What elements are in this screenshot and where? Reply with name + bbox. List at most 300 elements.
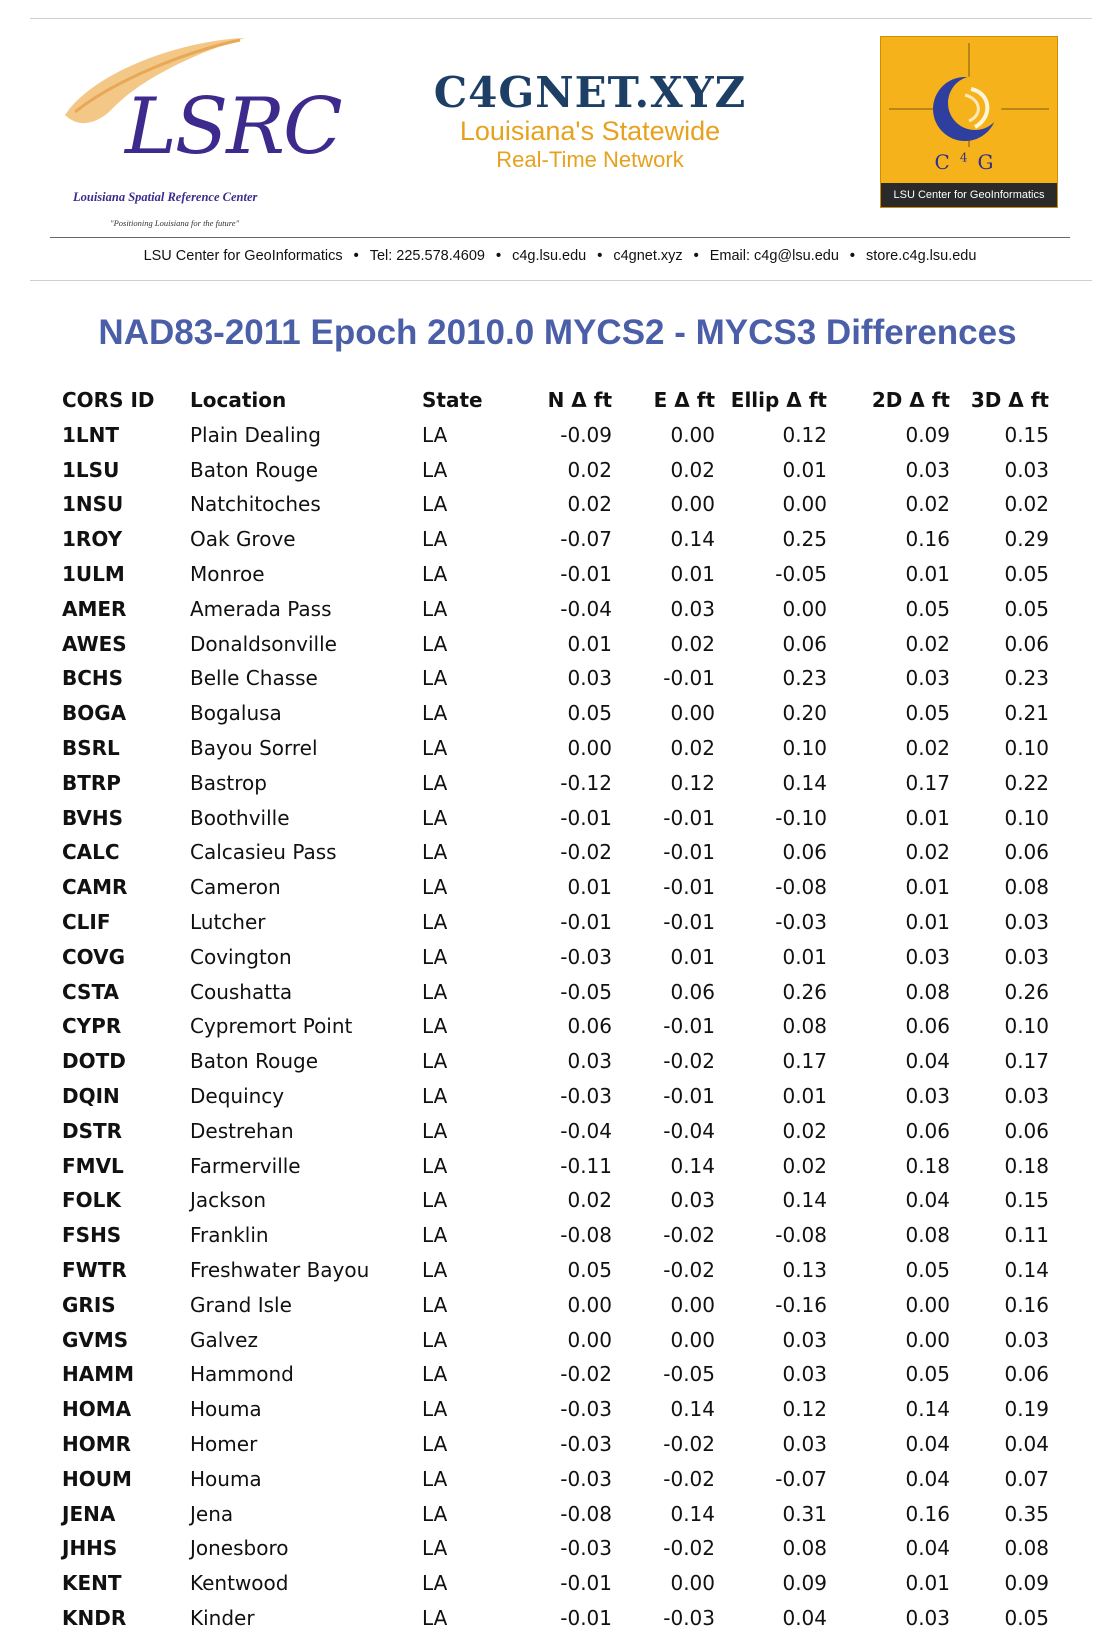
cell-state: LA bbox=[422, 701, 448, 726]
cell-e-delta: -0.02 bbox=[663, 1431, 715, 1456]
cell-ellip-delta: 0.14 bbox=[782, 1188, 827, 1213]
cell-state: LA bbox=[422, 1536, 448, 1561]
cell-state: LA bbox=[422, 1153, 448, 1178]
cell-state: LA bbox=[422, 1501, 448, 1526]
cell-3d-delta: 0.04 bbox=[1004, 1431, 1049, 1456]
cell-state: LA bbox=[422, 457, 448, 482]
cell-n-delta: -0.07 bbox=[560, 527, 612, 552]
cell-3d-delta: 0.06 bbox=[1004, 1362, 1049, 1387]
cell-2d-delta: 0.01 bbox=[905, 875, 950, 900]
cell-cors-id: HAMM bbox=[62, 1362, 135, 1387]
col-header-2d-delta: 2D Δ ft bbox=[871, 388, 950, 412]
cell-n-delta: -0.02 bbox=[560, 840, 612, 865]
cell-e-delta: 0.01 bbox=[670, 944, 715, 969]
cell-cors-id: BCHS bbox=[62, 666, 124, 691]
cell-2d-delta: 0.03 bbox=[905, 457, 950, 482]
table-row bbox=[62, 1462, 1049, 1497]
header-divider bbox=[50, 237, 1070, 238]
cell-cors-id: GRIS bbox=[62, 1292, 116, 1317]
cell-2d-delta: 0.01 bbox=[905, 805, 950, 830]
cell-cors-id: FMVL bbox=[62, 1153, 124, 1178]
cell-2d-delta: 0.16 bbox=[905, 527, 950, 552]
table-row bbox=[62, 1253, 1049, 1288]
cell-state: LA bbox=[422, 1049, 448, 1074]
cell-ellip-delta: -0.16 bbox=[775, 1292, 827, 1317]
cell-n-delta: -0.01 bbox=[560, 1605, 612, 1630]
cell-2d-delta: 0.04 bbox=[905, 1536, 950, 1561]
lsrc-full-name: Louisiana Spatial Reference Center bbox=[73, 190, 258, 204]
table-row bbox=[62, 487, 1049, 522]
table-row bbox=[62, 870, 1049, 905]
cell-n-delta: -0.01 bbox=[560, 561, 612, 586]
cell-e-delta: 0.02 bbox=[670, 735, 715, 760]
table-row bbox=[62, 731, 1049, 766]
cell-2d-delta: 0.03 bbox=[905, 1083, 950, 1108]
top-divider bbox=[30, 18, 1092, 19]
cell-e-delta: -0.02 bbox=[663, 1049, 715, 1074]
cell-ellip-delta: 0.00 bbox=[782, 596, 827, 621]
cell-e-delta: -0.02 bbox=[663, 1466, 715, 1491]
col-header-ellip-delta: Ellip Δ ft bbox=[730, 388, 827, 412]
differences-table bbox=[62, 383, 1049, 1636]
contact-email[interactable]: Email: c4g@lsu.edu bbox=[709, 248, 839, 264]
cell-2d-delta: 0.02 bbox=[905, 735, 950, 760]
cell-e-delta: 0.02 bbox=[670, 457, 715, 482]
cell-location: Galvez bbox=[190, 1327, 258, 1352]
cell-e-delta: 0.01 bbox=[670, 561, 715, 586]
cell-ellip-delta: 0.01 bbox=[782, 1083, 827, 1108]
table-row bbox=[62, 1357, 1049, 1392]
cell-cors-id: HOMR bbox=[62, 1431, 132, 1456]
cell-e-delta: 0.03 bbox=[670, 1188, 715, 1213]
cell-cors-id: 1ROY bbox=[62, 527, 123, 552]
contact-website-c4g[interactable]: c4g.lsu.edu bbox=[512, 248, 587, 264]
col-header-cors-id: CORS ID bbox=[62, 388, 155, 412]
cell-2d-delta: 0.01 bbox=[905, 909, 950, 934]
cell-location: Calcasieu Pass bbox=[190, 840, 337, 865]
cell-ellip-delta: 0.23 bbox=[782, 666, 827, 691]
cell-3d-delta: 0.07 bbox=[1004, 1466, 1049, 1491]
cell-e-delta: 0.00 bbox=[670, 1327, 715, 1352]
cell-location: Baton Rouge bbox=[190, 457, 318, 482]
cell-location: Monroe bbox=[190, 561, 265, 586]
cell-e-delta: -0.03 bbox=[663, 1605, 715, 1630]
cell-3d-delta: 0.35 bbox=[1004, 1501, 1049, 1526]
cell-state: LA bbox=[422, 944, 448, 969]
col-header-state: State bbox=[422, 388, 483, 412]
cell-n-delta: -0.09 bbox=[560, 422, 612, 447]
c4g-letters bbox=[881, 150, 1057, 174]
table-row bbox=[62, 592, 1049, 627]
cell-state: LA bbox=[422, 561, 448, 586]
cell-location: Destrehan bbox=[190, 1118, 294, 1143]
cell-location: Natchitoches bbox=[190, 492, 321, 517]
cell-3d-delta: 0.29 bbox=[1004, 527, 1049, 552]
cell-n-delta: 0.02 bbox=[567, 1188, 612, 1213]
cell-ellip-delta: 0.25 bbox=[782, 527, 827, 552]
cell-2d-delta: 0.18 bbox=[905, 1153, 950, 1178]
cell-n-delta: 0.00 bbox=[567, 1327, 612, 1352]
cell-location: Farmerville bbox=[190, 1153, 301, 1178]
cell-ellip-delta: 0.03 bbox=[782, 1362, 827, 1387]
cell-cors-id: CLIF bbox=[62, 909, 111, 934]
cell-2d-delta: 0.00 bbox=[905, 1292, 950, 1317]
cell-e-delta: -0.05 bbox=[663, 1362, 715, 1387]
cell-2d-delta: 0.01 bbox=[905, 561, 950, 586]
cell-n-delta: 0.06 bbox=[567, 1014, 612, 1039]
lsrc-logo bbox=[55, 30, 341, 228]
cell-ellip-delta: 0.10 bbox=[782, 735, 827, 760]
cell-e-delta: 0.00 bbox=[670, 701, 715, 726]
cell-location: Bastrop bbox=[190, 770, 267, 795]
cell-cors-id: CAMR bbox=[62, 875, 128, 900]
cell-2d-delta: 0.08 bbox=[905, 1223, 950, 1248]
table-row bbox=[62, 1114, 1049, 1149]
cell-state: LA bbox=[422, 805, 448, 830]
table-row bbox=[62, 627, 1049, 662]
cell-cors-id: AWES bbox=[62, 631, 127, 656]
cell-n-delta: -0.08 bbox=[560, 1223, 612, 1248]
cell-location: Dequincy bbox=[190, 1083, 285, 1108]
separator-dot: • bbox=[693, 248, 699, 264]
cell-location: Houma bbox=[190, 1466, 262, 1491]
cell-2d-delta: 0.02 bbox=[905, 840, 950, 865]
cell-2d-delta: 0.04 bbox=[905, 1049, 950, 1074]
cell-ellip-delta: -0.08 bbox=[775, 875, 827, 900]
cell-ellip-delta: 0.08 bbox=[782, 1536, 827, 1561]
cell-3d-delta: 0.06 bbox=[1004, 840, 1049, 865]
cell-2d-delta: 0.06 bbox=[905, 1118, 950, 1143]
table-row bbox=[62, 696, 1049, 731]
cell-e-delta: -0.02 bbox=[663, 1536, 715, 1561]
cell-ellip-delta: 0.31 bbox=[782, 1501, 827, 1526]
cell-3d-delta: 0.22 bbox=[1004, 770, 1049, 795]
cell-e-delta: 0.00 bbox=[670, 1571, 715, 1596]
cell-2d-delta: 0.09 bbox=[905, 422, 950, 447]
cell-cors-id: FOLK bbox=[62, 1188, 121, 1213]
contact-org: LSU Center for GeoInformatics bbox=[143, 248, 343, 264]
table-row bbox=[62, 975, 1049, 1010]
cell-3d-delta: 0.16 bbox=[1004, 1292, 1049, 1317]
cell-cors-id: KENT bbox=[62, 1571, 122, 1596]
cell-location: Amerada Pass bbox=[190, 596, 332, 621]
contact-line bbox=[50, 248, 1070, 264]
cell-3d-delta: 0.03 bbox=[1004, 909, 1049, 934]
cell-3d-delta: 0.08 bbox=[1004, 875, 1049, 900]
table-row bbox=[62, 522, 1049, 557]
cell-cors-id: BOGA bbox=[62, 701, 127, 726]
table-row bbox=[62, 453, 1049, 488]
cell-3d-delta: 0.03 bbox=[1004, 1327, 1049, 1352]
cell-cors-id: 1LSU bbox=[62, 457, 120, 482]
cell-3d-delta: 0.05 bbox=[1004, 561, 1049, 586]
cell-cors-id: JHHS bbox=[62, 1536, 118, 1561]
cell-e-delta: -0.01 bbox=[663, 805, 715, 830]
cell-state: LA bbox=[422, 735, 448, 760]
cell-location: Jackson bbox=[190, 1188, 267, 1213]
separator-dot: • bbox=[353, 248, 359, 264]
cell-location: Bayou Sorrel bbox=[190, 735, 318, 760]
lsrc-tagline: "Positioning Louisiana for the future" bbox=[110, 218, 240, 228]
cell-state: LA bbox=[422, 596, 448, 621]
cell-2d-delta: 0.04 bbox=[905, 1466, 950, 1491]
c4g-caption: LSU Center for GeoInformatics bbox=[881, 183, 1057, 207]
cell-2d-delta: 0.02 bbox=[905, 492, 950, 517]
cell-location: Boothville bbox=[190, 805, 290, 830]
contact-store[interactable]: store.c4g.lsu.edu bbox=[865, 248, 977, 264]
cell-cors-id: FSHS bbox=[62, 1223, 122, 1248]
cell-e-delta: 0.02 bbox=[670, 631, 715, 656]
cell-3d-delta: 0.08 bbox=[1004, 1536, 1049, 1561]
cell-location: Homer bbox=[190, 1431, 258, 1456]
cell-e-delta: 0.12 bbox=[670, 770, 715, 795]
cell-state: LA bbox=[422, 1431, 448, 1456]
cell-ellip-delta: 0.12 bbox=[782, 1397, 827, 1422]
cell-3d-delta: 0.15 bbox=[1004, 422, 1049, 447]
cell-location: Plain Dealing bbox=[190, 422, 321, 447]
cell-n-delta: -0.05 bbox=[560, 979, 612, 1004]
cell-e-delta: -0.01 bbox=[663, 875, 715, 900]
cell-2d-delta: 0.00 bbox=[905, 1327, 950, 1352]
cell-3d-delta: 0.10 bbox=[1004, 805, 1049, 830]
cell-location: Donaldsonville bbox=[190, 631, 337, 656]
cell-cors-id: BSRL bbox=[62, 735, 120, 760]
table-row bbox=[62, 1531, 1049, 1566]
cell-n-delta: -0.01 bbox=[560, 1571, 612, 1596]
table-row bbox=[62, 661, 1049, 696]
cell-location: Kentwood bbox=[190, 1571, 289, 1596]
cell-location: Belle Chasse bbox=[190, 666, 318, 691]
cell-state: LA bbox=[422, 979, 448, 1004]
cell-e-delta: -0.02 bbox=[663, 1257, 715, 1282]
cell-state: LA bbox=[422, 1223, 448, 1248]
cell-ellip-delta: 0.06 bbox=[782, 840, 827, 865]
cell-3d-delta: 0.03 bbox=[1004, 1083, 1049, 1108]
cell-2d-delta: 0.02 bbox=[905, 631, 950, 656]
table-row bbox=[62, 418, 1049, 453]
cell-cors-id: 1NSU bbox=[62, 492, 124, 517]
cell-3d-delta: 0.21 bbox=[1004, 701, 1049, 726]
table-row bbox=[62, 1323, 1049, 1358]
cell-n-delta: -0.12 bbox=[560, 770, 612, 795]
cell-cors-id: CALC bbox=[62, 840, 120, 865]
cell-ellip-delta: -0.08 bbox=[775, 1223, 827, 1248]
cell-state: LA bbox=[422, 1014, 448, 1039]
cell-n-delta: 0.02 bbox=[567, 492, 612, 517]
cell-2d-delta: 0.06 bbox=[905, 1014, 950, 1039]
table-row bbox=[62, 766, 1049, 801]
cell-ellip-delta: 0.03 bbox=[782, 1327, 827, 1352]
cell-state: LA bbox=[422, 1327, 448, 1352]
cell-location: Franklin bbox=[190, 1223, 269, 1248]
cell-n-delta: 0.03 bbox=[567, 666, 612, 691]
brand-subtitle-2: Real-Time Network bbox=[496, 147, 684, 172]
cell-e-delta: 0.14 bbox=[670, 1397, 715, 1422]
cell-cors-id: DOTD bbox=[62, 1049, 126, 1074]
cell-state: LA bbox=[422, 1571, 448, 1596]
cell-n-delta: -0.02 bbox=[560, 1362, 612, 1387]
cell-n-delta: -0.01 bbox=[560, 909, 612, 934]
cell-2d-delta: 0.03 bbox=[905, 944, 950, 969]
cell-cors-id: COVG bbox=[62, 944, 126, 969]
cell-e-delta: 0.14 bbox=[670, 527, 715, 552]
cell-e-delta: -0.01 bbox=[663, 840, 715, 865]
table-row bbox=[62, 1218, 1049, 1253]
cell-2d-delta: 0.14 bbox=[905, 1397, 950, 1422]
c4gnet-brand bbox=[390, 70, 790, 173]
cell-e-delta: -0.01 bbox=[663, 1083, 715, 1108]
separator-dot: • bbox=[849, 248, 855, 264]
cell-cors-id: DQIN bbox=[62, 1083, 120, 1108]
cell-state: LA bbox=[422, 422, 448, 447]
cell-cors-id: CYPR bbox=[62, 1014, 122, 1039]
cell-location: Cameron bbox=[190, 875, 281, 900]
contact-phone: Tel: 225.578.4609 bbox=[369, 248, 485, 264]
cell-ellip-delta: 0.01 bbox=[782, 944, 827, 969]
table-row bbox=[62, 1566, 1049, 1601]
cell-ellip-delta: 0.03 bbox=[782, 1431, 827, 1456]
cell-n-delta: 0.01 bbox=[567, 875, 612, 900]
cell-3d-delta: 0.05 bbox=[1004, 1605, 1049, 1630]
cell-state: LA bbox=[422, 1083, 448, 1108]
cell-e-delta: 0.03 bbox=[670, 596, 715, 621]
cell-location: Cypremort Point bbox=[190, 1014, 353, 1039]
document-title: NAD83-2011 Epoch 2010.0 MYCS2 - MYCS3 Differences bbox=[98, 313, 1017, 352]
cell-ellip-delta: 0.13 bbox=[782, 1257, 827, 1282]
cell-ellip-delta: 0.01 bbox=[782, 457, 827, 482]
cell-cors-id: 1LNT bbox=[62, 422, 120, 447]
cell-3d-delta: 0.10 bbox=[1004, 735, 1049, 760]
cell-state: LA bbox=[422, 1292, 448, 1317]
cell-n-delta: 0.00 bbox=[567, 735, 612, 760]
col-header-location: Location bbox=[190, 388, 287, 412]
cell-2d-delta: 0.03 bbox=[905, 1605, 950, 1630]
cell-cors-id: AMER bbox=[62, 596, 127, 621]
col-header-e-delta: E Δ ft bbox=[653, 388, 715, 412]
cell-cors-id: FWTR bbox=[62, 1257, 127, 1282]
cell-state: LA bbox=[422, 840, 448, 865]
cell-ellip-delta: 0.12 bbox=[782, 422, 827, 447]
cell-ellip-delta: 0.14 bbox=[782, 770, 827, 795]
cell-3d-delta: 0.23 bbox=[1004, 666, 1049, 691]
cell-location: Jena bbox=[190, 1501, 234, 1526]
cell-state: LA bbox=[422, 1397, 448, 1422]
cell-3d-delta: 0.11 bbox=[1004, 1223, 1049, 1248]
cell-2d-delta: 0.08 bbox=[905, 979, 950, 1004]
cell-n-delta: 0.03 bbox=[567, 1049, 612, 1074]
cell-2d-delta: 0.05 bbox=[905, 596, 950, 621]
cell-e-delta: 0.06 bbox=[670, 979, 715, 1004]
cell-cors-id: DSTR bbox=[62, 1118, 123, 1143]
cell-e-delta: -0.01 bbox=[663, 1014, 715, 1039]
cell-state: LA bbox=[422, 631, 448, 656]
cell-n-delta: -0.03 bbox=[560, 1466, 612, 1491]
table-row bbox=[62, 1601, 1049, 1636]
cell-location: Hammond bbox=[190, 1362, 294, 1387]
table-row bbox=[62, 1183, 1049, 1218]
cell-e-delta: 0.00 bbox=[670, 1292, 715, 1317]
cell-3d-delta: 0.17 bbox=[1004, 1049, 1049, 1074]
cell-n-delta: -0.08 bbox=[560, 1501, 612, 1526]
cell-3d-delta: 0.06 bbox=[1004, 631, 1049, 656]
cell-ellip-delta: 0.02 bbox=[782, 1118, 827, 1143]
cell-ellip-delta: -0.05 bbox=[775, 561, 827, 586]
table-header-row bbox=[62, 383, 1049, 418]
cell-3d-delta: 0.14 bbox=[1004, 1257, 1049, 1282]
cell-2d-delta: 0.17 bbox=[905, 770, 950, 795]
cell-3d-delta: 0.03 bbox=[1004, 944, 1049, 969]
cell-2d-delta: 0.03 bbox=[905, 666, 950, 691]
cell-n-delta: -0.01 bbox=[560, 805, 612, 830]
cell-ellip-delta: -0.03 bbox=[775, 909, 827, 934]
cell-cors-id: HOUM bbox=[62, 1466, 132, 1491]
cell-e-delta: -0.01 bbox=[663, 666, 715, 691]
table-row bbox=[62, 1288, 1049, 1323]
cell-state: LA bbox=[422, 1118, 448, 1143]
cell-cors-id: CSTA bbox=[62, 979, 120, 1004]
cell-state: LA bbox=[422, 1188, 448, 1213]
cell-state: LA bbox=[422, 875, 448, 900]
cell-cors-id: BTRP bbox=[62, 770, 121, 795]
table-row bbox=[62, 557, 1049, 592]
cell-state: LA bbox=[422, 527, 448, 552]
cell-state: LA bbox=[422, 1362, 448, 1387]
cell-ellip-delta: 0.17 bbox=[782, 1049, 827, 1074]
cell-e-delta: -0.02 bbox=[663, 1223, 715, 1248]
cell-location: Kinder bbox=[190, 1605, 255, 1630]
cell-e-delta: 0.14 bbox=[670, 1153, 715, 1178]
cell-3d-delta: 0.09 bbox=[1004, 1571, 1049, 1596]
cell-state: LA bbox=[422, 1605, 448, 1630]
cell-2d-delta: 0.16 bbox=[905, 1501, 950, 1526]
cell-2d-delta: 0.05 bbox=[905, 1257, 950, 1282]
cell-e-delta: 0.14 bbox=[670, 1501, 715, 1526]
cell-location: Jonesboro bbox=[190, 1536, 289, 1561]
cell-state: LA bbox=[422, 492, 448, 517]
cell-ellip-delta: 0.20 bbox=[782, 701, 827, 726]
table-row bbox=[62, 835, 1049, 870]
cell-n-delta: 0.05 bbox=[567, 1257, 612, 1282]
cell-n-delta: -0.03 bbox=[560, 1431, 612, 1456]
cell-3d-delta: 0.18 bbox=[1004, 1153, 1049, 1178]
table-row bbox=[62, 1044, 1049, 1079]
cell-e-delta: 0.00 bbox=[670, 422, 715, 447]
cell-2d-delta: 0.04 bbox=[905, 1431, 950, 1456]
cell-ellip-delta: 0.02 bbox=[782, 1153, 827, 1178]
cell-location: Coushatta bbox=[190, 979, 293, 1004]
separator-dot: • bbox=[496, 248, 502, 264]
contact-website-c4gnet[interactable]: c4gnet.xyz bbox=[613, 248, 683, 264]
cell-n-delta: -0.04 bbox=[560, 1118, 612, 1143]
brand-title: C4GNET.XYZ bbox=[433, 68, 747, 117]
cell-state: LA bbox=[422, 909, 448, 934]
cell-2d-delta: 0.04 bbox=[905, 1188, 950, 1213]
cell-3d-delta: 0.10 bbox=[1004, 1014, 1049, 1039]
cell-location: Covington bbox=[190, 944, 292, 969]
cell-n-delta: 0.00 bbox=[567, 1292, 612, 1317]
col-header-n-delta: N Δ ft bbox=[547, 388, 612, 412]
cell-state: LA bbox=[422, 770, 448, 795]
contact-divider bbox=[30, 280, 1092, 281]
cell-ellip-delta: 0.00 bbox=[782, 492, 827, 517]
table-row bbox=[62, 940, 1049, 975]
table-row bbox=[62, 1497, 1049, 1532]
separator-dot: • bbox=[597, 248, 603, 264]
cell-3d-delta: 0.02 bbox=[1004, 492, 1049, 517]
table-row bbox=[62, 905, 1049, 940]
cell-n-delta: -0.11 bbox=[560, 1153, 612, 1178]
cell-location: Baton Rouge bbox=[190, 1049, 318, 1074]
